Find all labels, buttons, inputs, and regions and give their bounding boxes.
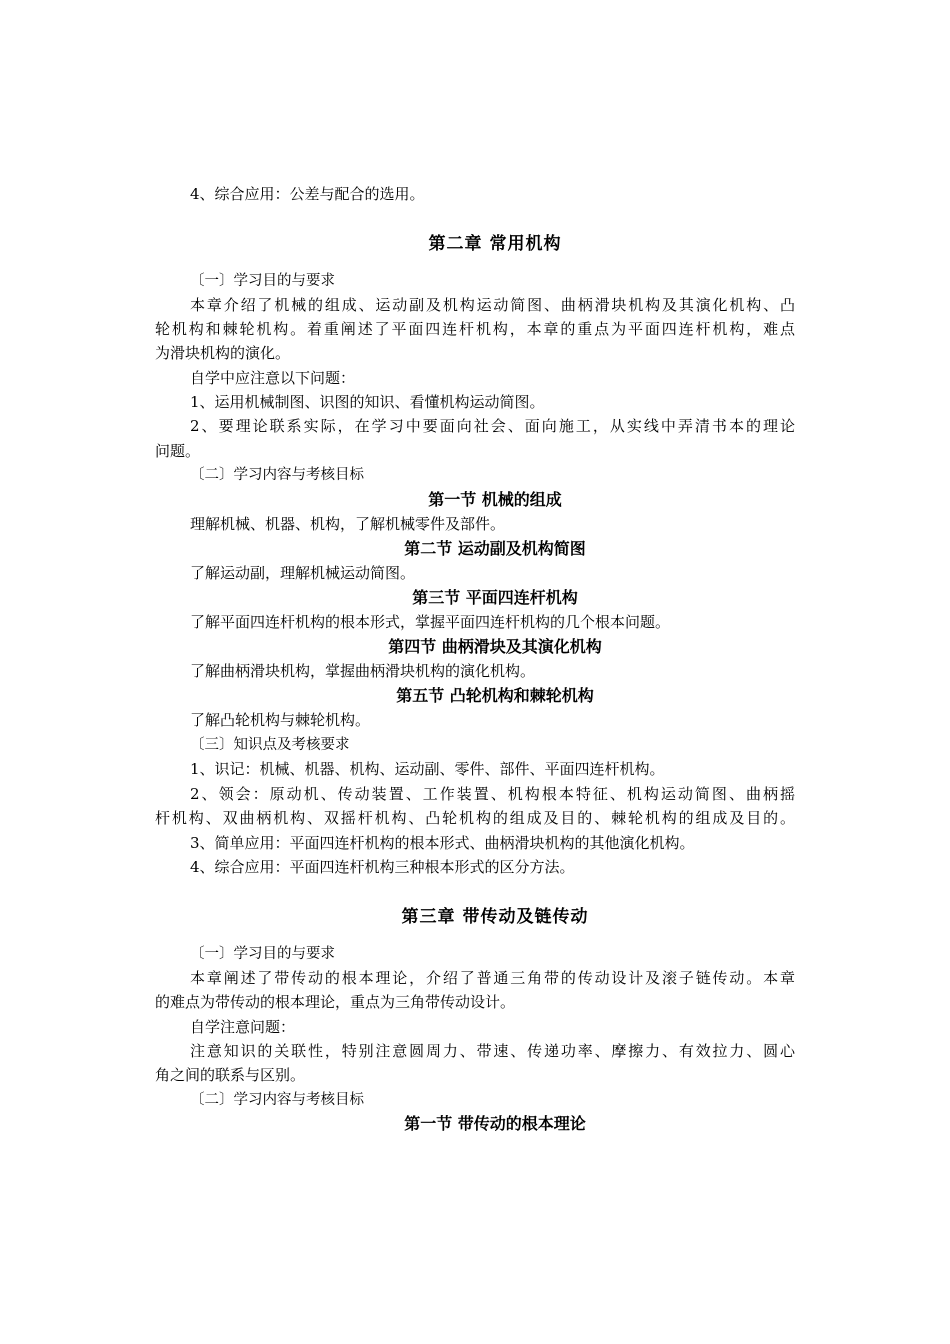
subheading: 〔一〕学习目的与要求 [190,946,335,962]
text-line: 1、运用机械制图、识图的知识、看懂机构运动简图。 [190,393,545,411]
chapter-heading: 第二章 常用机构 [428,234,562,254]
text-line: 注意知识的关联性，特别注意圆周力、带速、传递功率、摩擦力、有效拉力、圆心 [190,1042,795,1060]
text-line: 理解机械、机器、机构，了解机械零件及部件。 [190,515,506,533]
text-line: 4、综合应用：平面四连杆机构三种根本形式的区分方法。 [190,858,575,876]
section-heading: 第一节 带传动的根本理论 [404,1114,586,1133]
section-heading: 第二节 运动副及机构简图 [404,539,586,558]
text-line: 问题。 [155,442,201,460]
text-line: 了解曲柄滑块机构，掌握曲柄滑块机构的演化机构。 [190,662,536,680]
text-line: 3、简单应用：平面四连杆机构的根本形式、曲柄滑块机构的其他演化机构。 [190,834,695,852]
text-line: 自学中应注意以下问题： [190,369,356,387]
section-heading: 第一节 机械的组成 [428,490,562,509]
text-line: 为滑块机构的演化。 [155,344,291,362]
text-line: 1、识记：机械、机器、机构、运动副、零件、部件、平面四连杆机构。 [190,760,665,778]
subheading: 〔二〕学习内容与考核目标 [190,467,364,483]
section-heading: 第四节 曲柄滑块及其演化机构 [388,637,602,656]
text-line: 自学注意问题： [190,1018,296,1036]
text-line: 2、要理论联系实际，在学习中要面向社会、面向施工，从实线中弄清书本的理论 [190,417,795,435]
text-line: 了解凸轮机构与棘轮机构。 [190,711,371,729]
text-line: 轮机构和棘轮机构。着重阐述了平面四连杆机构，本章的重点为平面四连杆机构，难点 [155,320,795,338]
text-line: 本章阐述了带传动的根本理论，介绍了普通三角带的传动设计及滚子链传动。本章 [190,969,795,987]
text-line: 了解平面四连杆机构的根本形式，掌握平面四连杆机构的几个根本问题。 [190,613,671,631]
section-heading: 第五节 凸轮机构和棘轮机构 [396,686,594,705]
text-line: 4、综合应用：公差与配合的选用。 [190,185,425,203]
text-line: 的难点为带传动的根本理论，重点为三角带传动设计。 [155,993,516,1011]
subheading: 〔三〕知识点及考核要求 [190,737,350,753]
text-line: 杆机构、双曲柄机构、双摇杆机构、凸轮机构的组成及目的、棘轮机构的组成及目的。 [155,809,795,827]
chapter-heading: 第三章 带传动及链传动 [401,907,589,927]
text-line: 本章介绍了机械的组成、运动副及机构运动简图、曲柄滑块机构及其演化机构、凸 [190,296,795,314]
section-heading: 第三节 平面四连杆机构 [412,588,578,607]
text-line: 2、领会：原动机、传动装置、工作装置、机构根本特征、机构运动简图、曲柄摇 [190,785,795,803]
subheading: 〔二〕学习内容与考核目标 [190,1092,364,1108]
text-line: 角之间的联系与区别。 [155,1066,306,1084]
text-line: 了解运动副，理解机械运动简图。 [190,564,416,582]
subheading: 〔一〕学习目的与要求 [190,273,335,289]
